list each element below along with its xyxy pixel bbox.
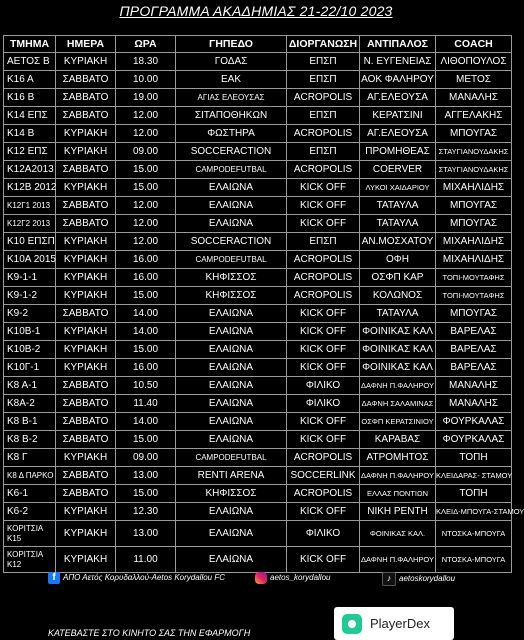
cell-organizer: ΦΙΛΙΚΟ <box>287 395 360 413</box>
cell-team: Κ16 Α <box>4 71 56 89</box>
cell-organizer: KICK OFF <box>287 179 360 197</box>
cell-team: Κ14 ΕΠΣ <box>4 107 56 125</box>
cell-organizer: ACROPOLIS <box>287 269 360 287</box>
cell-time: 15.00 <box>116 161 176 179</box>
cell-organizer: ACROPOLIS <box>287 161 360 179</box>
cell-coach: ΤΟΠΗ <box>436 485 512 503</box>
cell-pitch: ΕΛΑΙΩΝΑ <box>176 215 287 233</box>
cell-pitch: ΕΑΚ <box>176 71 287 89</box>
cell-coach: ΒΑΡΕΛΑΣ <box>436 323 512 341</box>
cell-opponent: ΚΕΡΑΤΣΙΝΙ <box>360 107 436 125</box>
cell-organizer: ΕΠΣΠ <box>287 233 360 251</box>
cell-pitch: RENTI ARENA <box>176 467 287 485</box>
instagram-link[interactable] <box>255 572 330 584</box>
cell-time: 09.00 <box>116 143 176 161</box>
cell-opponent: ΦΟΙΝΙΚΑΣ ΚΑΛ <box>360 341 436 359</box>
header-time: ΩΡΑ <box>116 36 176 53</box>
cell-coach: ΤΟΠΗ <box>436 449 512 467</box>
cell-opponent: ΦΟΙΝΙΚΑΣ ΚΑΛ <box>360 359 436 377</box>
cell-day: ΣΑΒΒΑΤΟ <box>56 197 116 215</box>
cell-organizer: ΕΠΣΠ <box>287 143 360 161</box>
cell-coach: ΛΙΘΟΠΟΥΛΟΣ <box>436 53 512 71</box>
cell-day: ΚΥΡΙΑΚΗ <box>56 521 116 547</box>
cell-opponent: Ν. ΕΥΓΕΝΕΙΑΣ <box>360 53 436 71</box>
cell-organizer: ΕΠΣΠ <box>287 53 360 71</box>
cell-team: Κ10Γ-1 <box>4 359 56 377</box>
cell-pitch: ΣΙΤΑΠΟΘΗΚΩΝ <box>176 107 287 125</box>
cell-organizer: KICK OFF <box>287 215 360 233</box>
cell-time: 16.00 <box>116 359 176 377</box>
cell-time: 15.00 <box>116 431 176 449</box>
cell-pitch: ΕΛΑΙΩΝΑ <box>176 323 287 341</box>
playerdex-badge[interactable] <box>334 607 454 640</box>
cell-time: 18.30 <box>116 53 176 71</box>
cell-day: ΣΑΒΒΑΤΟ <box>56 89 116 107</box>
table-row <box>4 503 512 521</box>
cell-time: 13.00 <box>116 467 176 485</box>
cell-day: ΚΥΡΙΑΚΗ <box>56 287 116 305</box>
table-row <box>4 161 512 179</box>
cell-opponent: ΛΥΚΟΙ ΧΑΙΔΑΡΙΟΥ <box>360 179 436 197</box>
cell-time: 12.00 <box>116 107 176 125</box>
cell-time: 11.00 <box>116 547 176 573</box>
instagram-label: aetos_korydallou <box>270 573 331 583</box>
cell-opponent: ΟΦΗ <box>360 251 436 269</box>
table-row <box>4 215 512 233</box>
cell-pitch: ΕΛΑΙΩΝΑ <box>176 521 287 547</box>
table-row <box>4 179 512 197</box>
table-row <box>4 413 512 431</box>
cell-opponent: ΚΑΡΑΒΑΣ <box>360 431 436 449</box>
table-header-row <box>4 36 512 53</box>
cell-pitch: ΕΛΑΙΩΝΑ <box>176 547 287 573</box>
cell-team: ΑΕΤΟΣ Β <box>4 53 56 71</box>
download-app-text: ΚΑΤΕΒΑΣΤΕ ΣΤΟ ΚΙΝΗΤΟ ΣΑΣ ΤΗΝ ΕΦΑΡΜΟΓΗ <box>48 628 251 638</box>
cell-opponent: ΕΛΛΑΣ ΠΟΝΤΙΩΝ <box>360 485 436 503</box>
table-row <box>4 251 512 269</box>
cell-day: ΣΑΒΒΑΤΟ <box>56 413 116 431</box>
tiktok-link[interactable] <box>382 572 455 586</box>
facebook-label: ΑΠΟ Αετός Κορυδαλλού-Aetos Korydallou FC <box>63 573 226 583</box>
table-row <box>4 449 512 467</box>
cell-day: ΚΥΡΙΑΚΗ <box>56 125 116 143</box>
cell-coach: ΜΙΧΑΗΛΙΔΗΣ <box>436 233 512 251</box>
table-row <box>4 341 512 359</box>
cell-day: ΣΑΒΒΑΤΟ <box>56 485 116 503</box>
cell-day: ΣΑΒΒΑΤΟ <box>56 395 116 413</box>
cell-team: Κ8Α-2 <box>4 395 56 413</box>
cell-pitch: ΕΛΑΙΩΝΑ <box>176 377 287 395</box>
cell-pitch: ΕΛΑΙΩΝΑ <box>176 359 287 377</box>
cell-team: Κ8 Γ <box>4 449 56 467</box>
cell-team: Κ9-1-2 <box>4 287 56 305</box>
cell-time: 12.00 <box>116 233 176 251</box>
cell-organizer: ΕΠΣΠ <box>287 107 360 125</box>
cell-coach: ΜΑΝΑΛΗΣ <box>436 89 512 107</box>
table-row <box>4 269 512 287</box>
cell-coach: ΤΟΠΙ-ΜΟΥΤΑΦΗΣ <box>436 287 512 305</box>
cell-organizer: KICK OFF <box>287 341 360 359</box>
table-row <box>4 287 512 305</box>
header-day: ΗΜΕΡΑ <box>56 36 116 53</box>
cell-day: ΣΑΒΒΑΤΟ <box>56 431 116 449</box>
cell-pitch: ΕΛΑΙΩΝΑ <box>176 431 287 449</box>
cell-time: 12.00 <box>116 125 176 143</box>
cell-organizer: KICK OFF <box>287 503 360 521</box>
table-row <box>4 431 512 449</box>
cell-time: 10.00 <box>116 71 176 89</box>
table-row <box>4 395 512 413</box>
table-row <box>4 467 512 485</box>
cell-organizer: ACROPOLIS <box>287 449 360 467</box>
table-row <box>4 485 512 503</box>
cell-coach: ΜΑΝΑΛΗΣ <box>436 377 512 395</box>
cell-team: Κ9-2 <box>4 305 56 323</box>
cell-coach: ΝΤΟΣΚΑ-ΜΠΟΥΓΑ <box>436 547 512 573</box>
social-footer <box>0 568 512 590</box>
cell-time: 16.00 <box>116 269 176 287</box>
cell-opponent: ΟΣΦΠ ΚΑΡ <box>360 269 436 287</box>
cell-opponent: COERVER <box>360 161 436 179</box>
cell-team: Κ8 Δ ΠΑΡΚΟ <box>4 467 56 485</box>
table-row <box>4 107 512 125</box>
cell-day: ΚΥΡΙΑΚΗ <box>56 341 116 359</box>
cell-team: Κ6-2 <box>4 503 56 521</box>
cell-team: Κ10Β-2 <box>4 341 56 359</box>
cell-day: ΚΥΡΙΑΚΗ <box>56 233 116 251</box>
cell-time: 13.00 <box>116 521 176 547</box>
cell-time: 10.50 <box>116 377 176 395</box>
header-opponent: ΑΝΤΙΠΑΛΟΣ <box>360 36 436 53</box>
cell-coach: ΚΛΕΙΔ-ΜΠΟΥΓΑ-ΣΤΑΜΟΥ <box>436 503 512 521</box>
cell-day: ΣΑΒΒΑΤΟ <box>56 161 116 179</box>
cell-coach: ΒΑΡΕΛΑΣ <box>436 359 512 377</box>
cell-coach: ΑΓΓΕΛΑΚΗΣ <box>436 107 512 125</box>
cell-coach: ΜΠΟΥΓΑΣ <box>436 125 512 143</box>
table-row <box>4 89 512 107</box>
cell-organizer: KICK OFF <box>287 305 360 323</box>
cell-team: Κ8 Β-2 <box>4 431 56 449</box>
cell-pitch: SOCCERACTION <box>176 233 287 251</box>
schedule-table <box>3 35 524 573</box>
cell-organizer: KICK OFF <box>287 323 360 341</box>
cell-coach: ΦΟΥΡΚΑΛΑΣ <box>436 413 512 431</box>
playerdex-logo-icon <box>342 614 362 634</box>
tiktok-label: aetoskorydallou <box>399 574 456 584</box>
cell-organizer: ACROPOLIS <box>287 485 360 503</box>
cell-time: 16.00 <box>116 251 176 269</box>
cell-pitch: ΚΗΦΙΣΣΟΣ <box>176 287 287 305</box>
cell-opponent: ΔΑΦΝΗ Π.ΦΑΛΗΡΟΥ <box>360 377 436 395</box>
table-row <box>4 125 512 143</box>
cell-time: 15.00 <box>116 287 176 305</box>
cell-day: ΣΑΒΒΑΤΟ <box>56 467 116 485</box>
cell-pitch: ΕΛΑΙΩΝΑ <box>176 413 287 431</box>
cell-organizer: KICK OFF <box>287 431 360 449</box>
cell-team: Κ14 Β <box>4 125 56 143</box>
cell-pitch: ΕΛΑΙΩΝΑ <box>176 179 287 197</box>
cell-organizer: KICK OFF <box>287 359 360 377</box>
playerdex-name: PlayerDex <box>370 616 430 631</box>
cell-team: Κ16 Β <box>4 89 56 107</box>
cell-opponent: ΤΑΤΑΥΛΑ <box>360 215 436 233</box>
cell-opponent: ΑΓ.ΕΛΕΟΥΣΑ <box>360 125 436 143</box>
cell-coach: ΦΟΥΡΚΑΛΑΣ <box>436 431 512 449</box>
cell-team: Κ10 ΕΠΣΠ <box>4 233 56 251</box>
cell-organizer: ACROPOLIS <box>287 89 360 107</box>
cell-organizer: ΦΙΛΙΚΟ <box>287 377 360 395</box>
cell-day: ΚΥΡΙΑΚΗ <box>56 269 116 287</box>
cell-time: 12.00 <box>116 215 176 233</box>
cell-coach: ΣΤΑΥΓΙΑΝΟΥΔΑΚΗΣ <box>436 161 512 179</box>
cell-organizer: KICK OFF <box>287 413 360 431</box>
cell-time: 19.00 <box>116 89 176 107</box>
cell-pitch: ΕΛΑΙΩΝΑ <box>176 305 287 323</box>
cell-pitch: ΓΟΔΑΣ <box>176 53 287 71</box>
cell-pitch: ΑΓΙΑΣ ΕΛΕΟΥΣΑΣ <box>176 89 287 107</box>
cell-coach: ΝΤΟΣΚΑ-ΜΠΟΥΓΑ <box>436 521 512 547</box>
cell-pitch: CAMPODEFUTBAL <box>176 161 287 179</box>
cell-time: 15.00 <box>116 179 176 197</box>
cell-pitch: ΕΛΑΙΩΝΑ <box>176 503 287 521</box>
cell-time: 11.40 <box>116 395 176 413</box>
cell-coach: ΜΠΟΥΓΑΣ <box>436 197 512 215</box>
cell-team: Κ9-1-1 <box>4 269 56 287</box>
cell-day: ΚΥΡΙΑΚΗ <box>56 53 116 71</box>
cell-organizer: ACROPOLIS <box>287 125 360 143</box>
cell-team: Κ12Γ2 2013 <box>4 215 56 233</box>
cell-opponent: ΑΟΚ ΦΑΛΗΡΟΥ <box>360 71 436 89</box>
cell-team: ΚΟΡΙΤΣΙΑ Κ15 <box>4 521 56 547</box>
table-row <box>4 71 512 89</box>
cell-opponent: ΑΓ.ΕΛΕΟΥΣΑ <box>360 89 436 107</box>
cell-time: 14.00 <box>116 413 176 431</box>
facebook-icon: f <box>48 572 60 584</box>
table-row <box>4 359 512 377</box>
cell-coach: ΜΙΧΑΗΛΙΔΗΣ <box>436 179 512 197</box>
cell-team: Κ12Β 2012 <box>4 179 56 197</box>
header-team: ΤΜΗΜΑ <box>4 36 56 53</box>
cell-day: ΚΥΡΙΑΚΗ <box>56 179 116 197</box>
cell-day: ΣΑΒΒΑΤΟ <box>56 107 116 125</box>
cell-day: ΚΥΡΙΑΚΗ <box>56 449 116 467</box>
cell-pitch: SOCCERACTION <box>176 143 287 161</box>
cell-team: Κ8 Α-1 <box>4 377 56 395</box>
cell-time: 12.30 <box>116 503 176 521</box>
cell-opponent: ΠΡΟΜΗΘΕΑΣ <box>360 143 436 161</box>
header-pitch: ΓΗΠΕΔΟ <box>176 36 287 53</box>
page-title: ΠΡΟΓΡΑΜΜΑ ΑΚΑΔΗΜΙΑΣ 21-22/10 2023 <box>119 3 393 19</box>
cell-team: Κ10Β-1 <box>4 323 56 341</box>
cell-time: 09.00 <box>116 449 176 467</box>
table-row <box>4 233 512 251</box>
table-row <box>4 377 512 395</box>
table-row <box>4 53 512 71</box>
facebook-link[interactable] <box>48 572 225 584</box>
cell-coach: ΜΠΟΥΓΑΣ <box>436 305 512 323</box>
cell-coach: ΣΤΑΥΓΙΑΝΟΥΔΑΚΗΣ <box>436 143 512 161</box>
cell-organizer: ACROPOLIS <box>287 287 360 305</box>
cell-coach: ΜΕΤΟΣ <box>436 71 512 89</box>
cell-team: Κ12Γ1 2013 <box>4 197 56 215</box>
cell-organizer: ACROPOLIS <box>287 251 360 269</box>
table-row <box>4 143 512 161</box>
cell-day: ΚΥΡΙΑΚΗ <box>56 359 116 377</box>
header-coach: COACH <box>436 36 512 53</box>
cell-time: 15.00 <box>116 485 176 503</box>
tiktok-icon: ♪ <box>382 572 396 586</box>
cell-day: ΣΑΒΒΑΤΟ <box>56 215 116 233</box>
cell-day: ΣΑΒΒΑΤΟ <box>56 71 116 89</box>
cell-coach: ΜΠΟΥΓΑΣ <box>436 215 512 233</box>
cell-opponent: ΑΝ.ΜΟΣΧΑΤΟΥ <box>360 233 436 251</box>
cell-pitch: ΚΗΦΙΣΣΟΣ <box>176 269 287 287</box>
cell-opponent: ΔΑΦΝΗ Π.ΦΑΛΗΡΟΥ <box>360 467 436 485</box>
cell-organizer: SOCCERLINK <box>287 467 360 485</box>
cell-day: ΚΥΡΙΑΚΗ <box>56 547 116 573</box>
cell-team: ΚΟΡΙΤΣΙΑ Κ12 <box>4 547 56 573</box>
cell-pitch: ΕΛΑΙΩΝΑ <box>176 341 287 359</box>
cell-coach: ΜΑΝΑΛΗΣ <box>436 395 512 413</box>
cell-time: 14.00 <box>116 305 176 323</box>
table-row <box>4 305 512 323</box>
cell-opponent: ΔΑΦΝΗ Π.ΦΑΛΗΡΟΥ <box>360 547 436 573</box>
header-organizer: ΔΙΟΡΓΑΝΩΣΗ <box>287 36 360 53</box>
cell-time: 12.00 <box>116 197 176 215</box>
cell-organizer: KICK OFF <box>287 197 360 215</box>
cell-pitch: ΕΛΑΙΩΝΑ <box>176 197 287 215</box>
cell-organizer: ΦΙΛΙΚΟ <box>287 521 360 547</box>
cell-opponent: ΦΟΙΝΙΚΑΣ ΚΑΛ. <box>360 521 436 547</box>
cell-opponent: ΝΙΚΗ ΡΕΝΤΗ <box>360 503 436 521</box>
cell-day: ΚΥΡΙΑΚΗ <box>56 251 116 269</box>
cell-day: ΚΥΡΙΑΚΗ <box>56 143 116 161</box>
cell-team: Κ8 Β-1 <box>4 413 56 431</box>
cell-opponent: ΟΣΦΠ ΚΕΡΑΤΣΙΝΙΟΥ <box>360 413 436 431</box>
cell-day: ΣΑΒΒΑΤΟ <box>56 305 116 323</box>
cell-opponent: ΑΤΡΟΜΗΤΟΣ <box>360 449 436 467</box>
cell-team: Κ10Α 2015 <box>4 251 56 269</box>
cell-day: ΚΥΡΙΑΚΗ <box>56 323 116 341</box>
cell-day: ΚΥΡΙΑΚΗ <box>56 503 116 521</box>
cell-day: ΣΑΒΒΑΤΟ <box>56 377 116 395</box>
cell-organizer: ΕΠΣΠ <box>287 71 360 89</box>
cell-coach: ΤΟΠΙ-ΜΟΥΤΑΦΗΣ <box>436 269 512 287</box>
cell-team: Κ6-1 <box>4 485 56 503</box>
cell-coach: ΜΙΧΑΗΛΙΔΗΣ <box>436 251 512 269</box>
cell-opponent: ΤΑΤΑΥΛΑ <box>360 197 436 215</box>
cell-time: 14.00 <box>116 323 176 341</box>
cell-opponent: ΦΟΙΝΙΚΑΣ ΚΑΛ <box>360 323 436 341</box>
cell-team: Κ12Α2013 <box>4 161 56 179</box>
cell-opponent: ΤΑΤΑΥΛΑ <box>360 305 436 323</box>
cell-pitch: ΕΛΑΙΩΝΑ <box>176 395 287 413</box>
cell-pitch: ΦΩΣΤΗΡΑ <box>176 125 287 143</box>
cell-pitch: CAMPODEFUTBAL <box>176 449 287 467</box>
table-row <box>4 323 512 341</box>
table-row <box>4 521 512 547</box>
cell-pitch: ΚΗΦΙΣΣΟΣ <box>176 485 287 503</box>
cell-organizer: KICK OFF <box>287 547 360 573</box>
cell-coach: ΒΑΡΕΛΑΣ <box>436 341 512 359</box>
cell-coach: ΚΛΕΙΔΑΡΑΣ- ΣΤΑΜΟΥ <box>436 467 512 485</box>
instagram-icon <box>255 572 267 584</box>
cell-time: 15.00 <box>116 341 176 359</box>
cell-opponent: ΔΑΦΝΗ ΣΑΛΑΜΙΝΑΣ <box>360 395 436 413</box>
cell-pitch: CAMPODEFUTBAL <box>176 251 287 269</box>
cell-team: Κ12 ΕΠΣ <box>4 143 56 161</box>
table-row <box>4 197 512 215</box>
cell-opponent: ΚΟΛΩΝΟΣ <box>360 287 436 305</box>
